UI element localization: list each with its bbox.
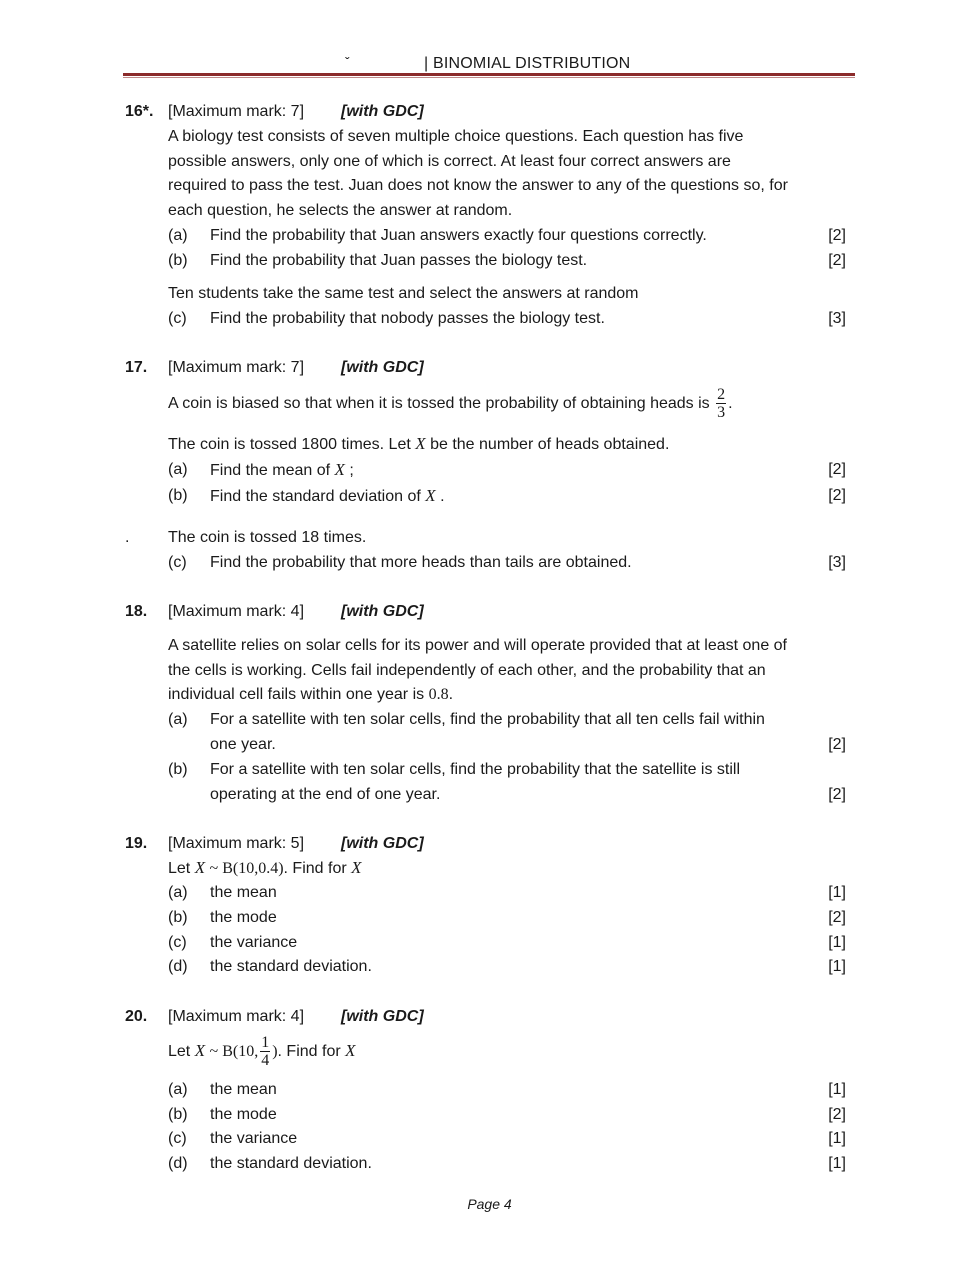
page-number: Page 4 — [467, 1196, 512, 1212]
header-mark: ˇ — [345, 54, 350, 70]
part-marks: [2] — [828, 227, 846, 244]
part-text: For a satellite with ten solar cells, find the probability that all ten cells fail within — [210, 711, 765, 728]
part-text — [210, 460, 354, 481]
q17-stem1: A coin is biased so that when it is tossed the probability of obtaining heads is — [168, 395, 710, 412]
q16-stem-line: A biology test consists of seven multiple choice questions. Each question has five — [168, 128, 744, 145]
math-var: X — [334, 460, 345, 479]
part-label: (c) — [168, 934, 187, 951]
q17-fraction — [716, 386, 726, 421]
q16-max-mark: [Maximum mark: 7] — [168, 103, 305, 120]
q16-intro2: Ten students take the same test and select the answers at random — [168, 285, 639, 302]
part-marks: [3] — [828, 310, 846, 327]
q17-stem-line — [168, 434, 669, 455]
part-text: For a satellite with ten solar cells, find the probability that the satellite is still — [210, 761, 741, 778]
q17-gdc: [with GDC] — [341, 359, 424, 376]
part-marks: [2] — [828, 736, 846, 753]
part-text: Find the probability that Juan passes the biology test. — [210, 252, 588, 269]
q20-distribution-post: ) — [272, 1043, 278, 1060]
math-var: X — [351, 858, 362, 877]
q17-number: 17. — [125, 359, 148, 376]
q20-distribution-pre: ~ B(10, — [209, 1043, 259, 1060]
math-var: X — [425, 486, 436, 505]
part-marks: [2] — [828, 252, 846, 269]
q17-stem-line — [168, 386, 733, 422]
part-label: (a) — [168, 1081, 188, 1098]
part-text: the standard deviation. — [210, 958, 372, 975]
q20-max-mark: [Maximum mark: 4] — [168, 1008, 305, 1025]
q18-max-mark: [Maximum mark: 4] — [168, 603, 305, 620]
q19-max-mark: [Maximum mark: 5] — [168, 835, 305, 852]
part-text: operating at the end of one year. — [210, 786, 441, 803]
q19-stem — [168, 858, 362, 879]
part-text: the variance — [210, 934, 298, 951]
q20-fraction — [260, 1034, 270, 1069]
part-label: (a) — [168, 711, 188, 728]
q17-stem1-end: . — [728, 395, 733, 412]
q19-number: 19. — [125, 835, 148, 852]
part-label: (d) — [168, 1155, 188, 1172]
part-marks: [1] — [828, 934, 846, 951]
part-label: (c) — [168, 554, 187, 571]
q19-distribution: ~ B(10,0.4) — [209, 860, 284, 877]
part-label: (a) — [168, 227, 188, 244]
part-marks: [1] — [828, 958, 846, 975]
part-text: the mode — [210, 1106, 277, 1123]
part-label: (c) — [168, 1130, 187, 1147]
part-label: (a) — [168, 461, 188, 478]
part-marks: [2] — [828, 909, 846, 926]
part-text: the mean — [210, 884, 277, 901]
q18-stem-line: A satellite relies on solar cells for its power and will operate provided that at least one of — [168, 637, 787, 654]
q20-number: 20. — [125, 1008, 148, 1025]
q16-number: 16*. — [125, 103, 154, 120]
part-text-main: Find the mean of — [210, 462, 331, 479]
part-text: the mode — [210, 909, 277, 926]
q19-find: . Find for — [283, 860, 347, 877]
part-text-end: . — [440, 488, 445, 505]
q18-gdc: [with GDC] — [341, 603, 424, 620]
part-marks: [2] — [828, 461, 846, 478]
part-text: the standard deviation. — [210, 1155, 372, 1172]
part-marks: [3] — [828, 554, 846, 571]
part-text: Find the probability that nobody passes the biology test. — [210, 310, 605, 327]
part-label: (a) — [168, 884, 188, 901]
part-label: (d) — [168, 958, 188, 975]
part-label: (b) — [168, 761, 188, 778]
q17-max-mark: [Maximum mark: 7] — [168, 359, 305, 376]
math-var: X — [415, 434, 426, 453]
q17-intro2: The coin is tossed 18 times. — [168, 529, 367, 546]
q20-gdc: [with GDC] — [341, 1008, 424, 1025]
q17-stem2-post: be the number of heads obtained. — [430, 436, 670, 453]
part-text: the mean — [210, 1081, 277, 1098]
fraction-denominator: 3 — [717, 404, 726, 422]
q18-stem3-pre: individual cell fails within one year is — [168, 686, 425, 703]
part-text-main: Find the standard deviation of — [210, 488, 421, 505]
q16-gdc: [with GDC] — [341, 103, 424, 120]
q18-number: 18. — [125, 603, 148, 620]
q16-stem-line: possible answers, only one of which is correct. At least four correct answers are — [168, 153, 731, 170]
part-label: (c) — [168, 310, 187, 327]
part-text: one year. — [210, 736, 276, 753]
q20-let: Let — [168, 1043, 191, 1060]
part-label: (b) — [168, 252, 188, 269]
q20-find: . Find for — [277, 1043, 341, 1060]
part-text: the variance — [210, 1130, 298, 1147]
part-marks: [1] — [828, 1155, 846, 1172]
q18-stem-line: the cells is working. Cells fail independently of each other, and the probability that an — [168, 662, 766, 679]
part-marks: [2] — [828, 1106, 846, 1123]
part-text: Find the probability that more heads than tails are obtained. — [210, 554, 632, 571]
math-var: X — [345, 1041, 356, 1060]
part-label: (b) — [168, 909, 188, 926]
math-var: X — [194, 1041, 206, 1060]
q16-stem-line: required to pass the test. Juan does not know the answer to any of the questions so, for — [168, 177, 788, 194]
q20-stem — [168, 1033, 356, 1070]
q17-stem2-pre: The coin is tossed 1800 times. Let — [168, 436, 411, 453]
fraction-numerator: 2 — [717, 386, 726, 404]
q19-let: Let — [168, 860, 191, 877]
q18-stem-line — [168, 685, 453, 705]
part-marks: [1] — [828, 884, 846, 901]
part-marks: [2] — [828, 786, 846, 803]
part-text: Find the probability that Juan answers exactly four questions correctly. — [210, 227, 707, 244]
math-var: X — [194, 858, 206, 877]
part-marks: [2] — [828, 487, 846, 504]
part-marks: [1] — [828, 1081, 846, 1098]
header-title: | BINOMIAL DISTRIBUTION — [424, 55, 631, 72]
math-value: 0.8 — [428, 686, 449, 703]
stray-dot: . — [125, 529, 130, 546]
q18-stem3-end: . — [448, 686, 454, 703]
part-label: (b) — [168, 1106, 188, 1123]
q19-gdc: [with GDC] — [341, 835, 424, 852]
fraction-numerator: 1 — [261, 1034, 270, 1052]
q16-stem-line: each question, he selects the answer at random. — [168, 202, 513, 219]
part-text — [210, 486, 445, 507]
part-text-end: ; — [349, 462, 354, 479]
part-label: (b) — [168, 487, 188, 504]
fraction-denominator: 4 — [261, 1052, 270, 1070]
part-marks: [1] — [828, 1130, 846, 1147]
